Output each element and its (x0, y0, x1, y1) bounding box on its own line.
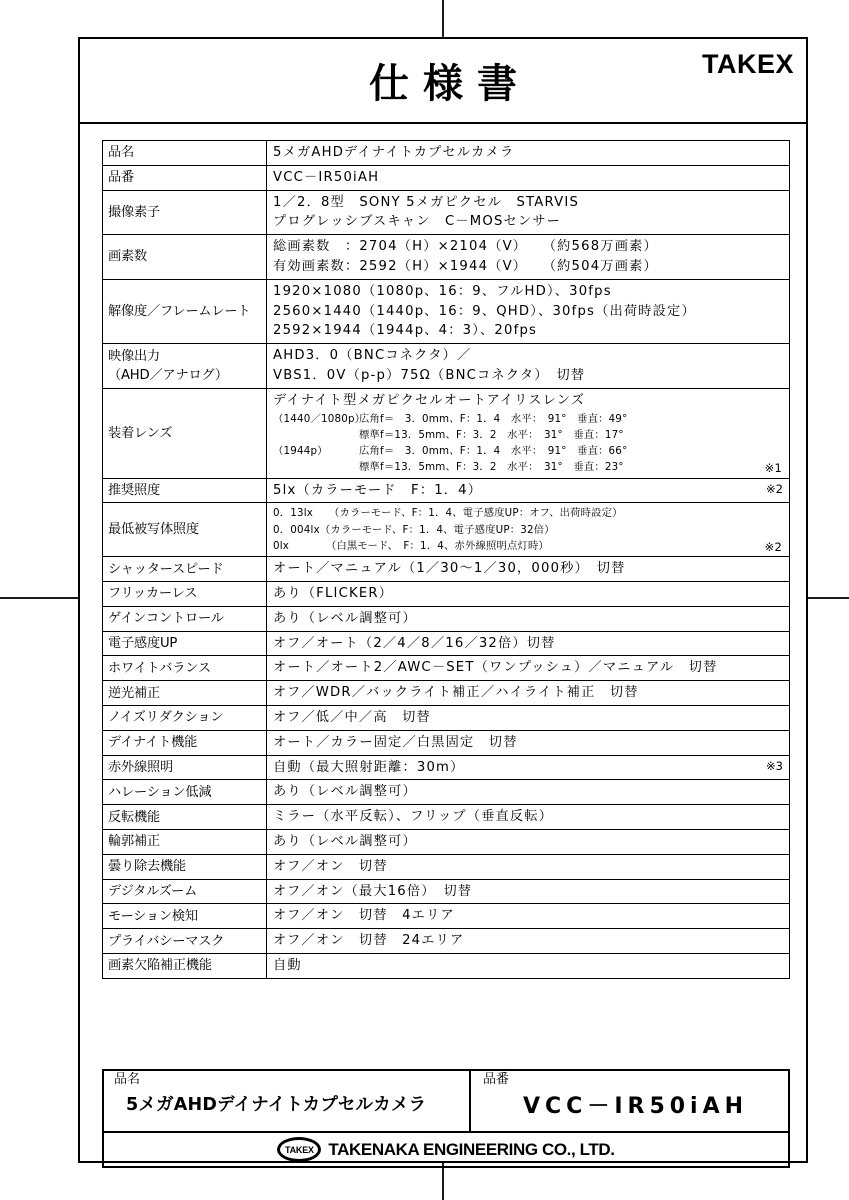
spec-value-text: 5メガAHDデイナイトカプセルカメラ (273, 145, 515, 160)
spec-value-cell (267, 606, 790, 631)
spec-value-cell (267, 929, 790, 954)
spec-value-text: VBS1．0V（p-p）75Ω（BNCコネクタ） 切替 (273, 367, 586, 383)
spec-label-cell (103, 631, 267, 656)
spec-value-text: オフ／オン 切替 24エリア (273, 933, 465, 949)
spec-label-cell (103, 879, 267, 904)
spec-value-cell (267, 730, 790, 755)
page-title: 仕様書 (369, 61, 531, 107)
spec-label-cell (103, 656, 267, 681)
spec-label-text: 反転機能 (108, 809, 160, 825)
spec-value-text: AHD3．0（BNCコネクタ）／ (273, 348, 472, 364)
table-row (103, 478, 790, 503)
spec-value-text: ミラー（水平反転）、フリップ（垂直反転） (273, 809, 554, 825)
spec-value-subtext (273, 538, 784, 554)
spec-value-cell (267, 755, 790, 780)
footer-product-name-cell (104, 1071, 469, 1131)
spec-label-text: 撮像素子 (108, 204, 160, 220)
document-header (80, 39, 806, 124)
spec-value-text: オフ／オン 切替 4エリア (273, 908, 455, 924)
spec-subtext-body: 標準f＝13．5mm、F：3．2 水平： 31° 垂直：17° (359, 428, 624, 441)
table-row (103, 730, 790, 755)
table-row (103, 904, 790, 929)
spec-label-text: ホワイトバランス (108, 660, 211, 676)
spec-label-text: 品番 (108, 170, 134, 186)
footer-product-code-cell (469, 1071, 788, 1131)
spec-value-subtext (273, 427, 784, 443)
table-row (103, 879, 790, 904)
crop-mark-right (807, 597, 849, 599)
spec-label-cell (103, 755, 267, 780)
spec-value-text: 5lx（カラーモード F：1．4） (273, 482, 483, 498)
table-row (103, 582, 790, 607)
table-row (103, 854, 790, 879)
table-row (103, 656, 790, 681)
footer-identity-row (104, 1071, 788, 1133)
table-row (103, 829, 790, 854)
footer-company-row (104, 1133, 788, 1166)
spec-value-subtext (273, 522, 784, 538)
spec-value-cell (267, 279, 790, 343)
spec-label-text: 曇り除去機能 (108, 859, 186, 875)
footnote-marker: ※1 (764, 461, 782, 476)
spec-value-text: あり（レベル調整可） (273, 833, 417, 849)
spec-label-text: 輪郭補正 (108, 834, 160, 850)
spec-value-cell (267, 953, 790, 978)
takex-brand-logo: TAKEX (701, 49, 794, 79)
crop-mark-top (442, 0, 444, 38)
spec-value-text: 1920×1080（1080p、16：9、フルHD）、30fps (273, 283, 612, 299)
spec-label-text: 映像出力 (108, 348, 160, 364)
spec-value-text: デイナイト型メガピクセルオートアイリスレンズ (273, 392, 586, 408)
spec-label-cell (103, 388, 267, 478)
spec-value-text: 2592×1944（1944p、4：3）、20fps (273, 323, 538, 339)
spec-label-cell (103, 235, 267, 280)
spec-value-cell (267, 478, 790, 503)
spec-label-cell (103, 478, 267, 503)
spec-label-text: 画素数 (108, 249, 147, 265)
spec-label-cell (103, 279, 267, 343)
spec-value-cell (267, 344, 790, 389)
spec-label-text: モーション検知 (108, 908, 198, 924)
spec-label-text: デイナイト機能 (108, 735, 198, 751)
spec-value-text: 有効画素数：2592（H）×1944（V） （約504万画素） (273, 258, 658, 274)
footer-product-name-label: 品名 (114, 1072, 141, 1087)
spec-value-text: オート／カラー固定／白黒固定 切替 (273, 734, 518, 750)
spec-value-cell (267, 235, 790, 280)
spec-value-cell (267, 706, 790, 731)
spec-label-cell (103, 344, 267, 389)
spec-subtext-body: 広角f＝ 3．0mm、F：1．4 水平： 91° 垂直：66° (359, 445, 628, 458)
table-row (103, 929, 790, 954)
spec-value-text: オート／マニュアル（1／30～1／30，000秒） 切替 (273, 561, 626, 577)
spec-value-text: 自動（最大照射距離：30m） (273, 759, 465, 775)
spec-value-text: 自動 (273, 957, 302, 973)
table-row (103, 235, 790, 280)
spec-value-cell (267, 656, 790, 681)
spec-value-text: VCC－IR50iAH (273, 169, 380, 185)
spec-label-text: ハレーション低減 (108, 784, 212, 800)
spec-label-text: 装着レンズ (108, 425, 173, 441)
spec-value-cell (267, 503, 790, 557)
spec-label-cell (103, 681, 267, 706)
spec-value-text: 総画素数 ：2704（H）×2104（V） （約568万画素） (273, 239, 658, 255)
footer-block (102, 1069, 790, 1168)
spec-value-cell (267, 165, 790, 190)
spec-label-cell (103, 730, 267, 755)
spec-label-cell (103, 904, 267, 929)
table-row (103, 344, 790, 389)
spec-label-text: 解像度／フレームレート (108, 303, 251, 319)
spec-value-text: オート／オート2／AWC－SET（ワンプッシュ）／マニュアル 切替 (273, 660, 718, 676)
spec-value-cell (267, 829, 790, 854)
spec-value-text: オフ／オート（2／4／8／16／32倍）切替 (273, 635, 556, 651)
spec-value-text: あり（FLICKER） (273, 586, 394, 602)
spec-subtext-body: 広角f＝ 3．0mm、F：1．4 水平： 91° 垂直：49° (359, 412, 628, 425)
lens-mode-prefix: （1440／1080p） (273, 412, 366, 425)
spec-label-text: 赤外線照明 (108, 759, 173, 775)
table-row (103, 165, 790, 190)
table-row (103, 953, 790, 978)
spec-value-text: プログレッシブスキャン C－MOSセンサー (273, 214, 562, 230)
spec-label-cell (103, 582, 267, 607)
spec-label-cell (103, 780, 267, 805)
spec-label-text: （AHD／アナログ） (108, 367, 228, 383)
footer-product-code-label: 品番 (483, 1072, 510, 1087)
spec-label-text: ノイズリダクション (108, 710, 224, 726)
spec-value-subtext (273, 443, 784, 459)
table-row (103, 631, 790, 656)
spec-value-cell (267, 681, 790, 706)
spec-value-text: オフ／オン 切替 (273, 858, 388, 874)
spec-label-cell (103, 190, 267, 235)
spec-value-cell (267, 780, 790, 805)
table-row (103, 606, 790, 631)
spec-label-cell (103, 953, 267, 978)
footnote-marker: ※2 (764, 539, 782, 554)
spec-label-text: シャッタースピード (108, 561, 224, 577)
spec-value-text: オフ／オン（最大16倍） 切替 (273, 883, 473, 899)
spec-label-text: 画素欠陥補正機能 (108, 958, 212, 974)
spec-label-cell (103, 165, 267, 190)
table-row (103, 755, 790, 780)
footnote-marker: ※2 (766, 481, 783, 496)
takex-oval-logo-icon: TAKEX (277, 1137, 321, 1162)
crop-mark-bottom (442, 1163, 444, 1200)
spec-label-cell (103, 141, 267, 166)
spec-value-text: あり（レベル調整可） (273, 610, 417, 626)
spec-label-text: 逆光補正 (108, 685, 160, 701)
spec-label-text: ゲインコントロール (108, 611, 224, 627)
spec-label-text: デジタルズーム (108, 883, 198, 899)
company-name: TAKENAKA ENGINEERING CO., LTD. (328, 1139, 615, 1159)
table-row (103, 706, 790, 731)
spec-label-text: 最低被写体照度 (108, 522, 199, 538)
spec-label-cell (103, 557, 267, 582)
spec-value-text: 1／2．8型 SONY 5メガピクセル STARVIS (273, 194, 580, 210)
footer-product-code-value: VCC－IR50iAH (523, 1094, 749, 1120)
spec-value-cell (267, 854, 790, 879)
spec-value-cell (267, 557, 790, 582)
spec-value-cell (267, 631, 790, 656)
table-row (103, 141, 790, 166)
spec-value-cell (267, 904, 790, 929)
lens-mode-prefix: （1944p） (273, 445, 328, 458)
spec-value-subtext (273, 459, 784, 475)
spec-value-cell (267, 582, 790, 607)
spec-label-text: 電子感度UP (108, 635, 178, 651)
spec-value-subtext (273, 505, 784, 521)
spec-label-text: プライバシーマスク (108, 933, 225, 949)
spec-subtext-body: 標準f＝13．5mm、F：3．2 水平： 31° 垂直：23° (359, 461, 624, 474)
spec-label-cell (103, 854, 267, 879)
spec-label-cell (103, 929, 267, 954)
table-row (103, 388, 790, 478)
specification-table (102, 140, 790, 979)
spec-label-text: 推奨照度 (108, 482, 160, 498)
table-row (103, 279, 790, 343)
spec-label-cell (103, 606, 267, 631)
spec-value-cell (267, 190, 790, 235)
footnote-marker: ※3 (766, 758, 783, 773)
footer-product-name-value: 5メガAHDデイナイトカプセルカメラ (126, 1095, 427, 1116)
spec-value-cell (267, 805, 790, 830)
spec-label-cell (103, 503, 267, 557)
spec-label-cell (103, 706, 267, 731)
table-row (103, 805, 790, 830)
spec-subtext-body: 0．004lx（カラーモード、F：1．4、電子感度UP：32倍） (273, 523, 555, 536)
spec-label-cell (103, 805, 267, 830)
spec-subtext-body: 0lx （白黒モード、 F：1．4、赤外線照明点灯時） (273, 539, 550, 552)
table-row (103, 557, 790, 582)
spec-label-text: フリッカーレス (108, 586, 198, 602)
table-row (103, 503, 790, 557)
spec-value-cell (267, 141, 790, 166)
table-row (103, 780, 790, 805)
spec-value-subtext (273, 411, 784, 427)
page-frame (78, 37, 808, 1163)
spec-label-cell (103, 829, 267, 854)
table-row (103, 681, 790, 706)
spec-label-text: 品名 (108, 145, 134, 161)
spec-value-text: あり（レベル調整可） (273, 784, 417, 800)
crop-mark-left (0, 597, 79, 599)
spec-value-text: 2560×1440（1440p、16：9、QHD）、30fps（出荷時設定） (273, 303, 696, 319)
spec-value-text: オフ／低／中／高 切替 (273, 710, 431, 725)
spec-value-cell (267, 388, 790, 478)
spec-subtext-body: 0．13lx （カラーモード、F：1．4、電子感度UP：オフ、出荷時設定） (273, 507, 623, 520)
spec-value-text: オフ／WDR／バックライト補正／ハイライト補正 切替 (273, 685, 639, 701)
spec-value-cell (267, 879, 790, 904)
table-row (103, 190, 790, 235)
